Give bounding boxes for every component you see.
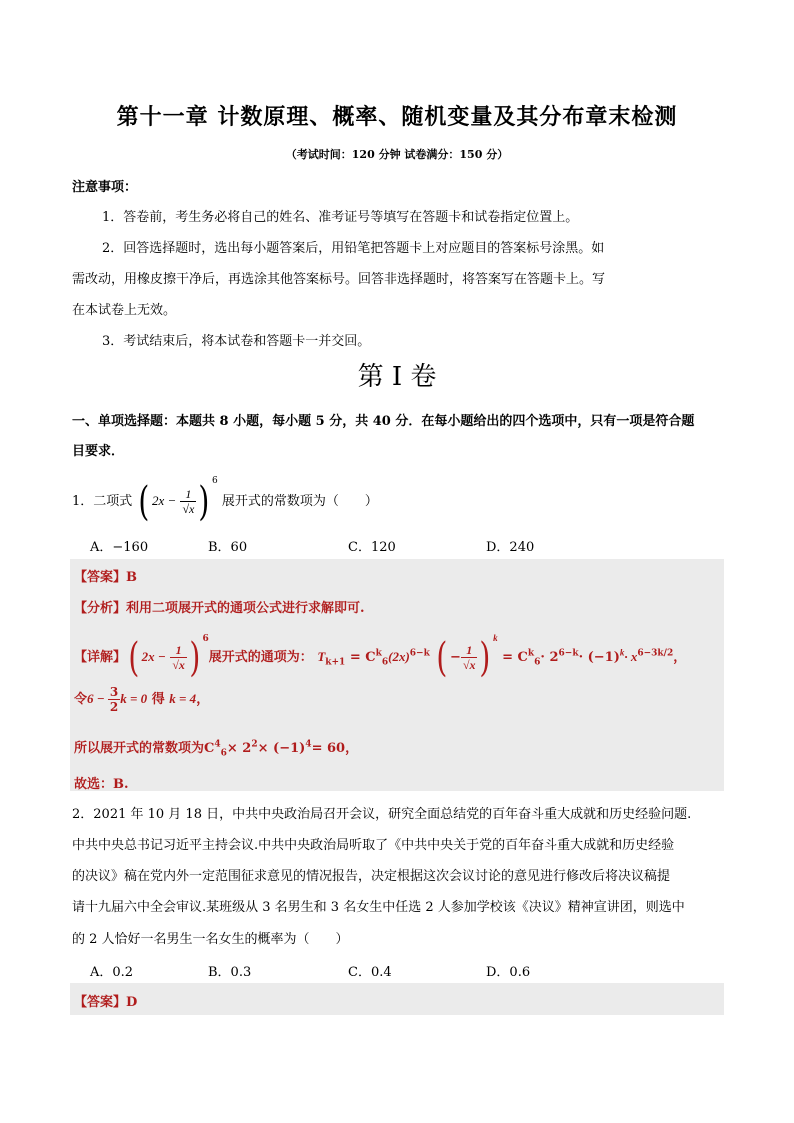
question-1-exponent: 6 (212, 476, 218, 486)
fraction-numerator: 1 (461, 643, 478, 658)
question-1-option-c: C．120 (348, 540, 396, 555)
question-1-option-b: B．60 (208, 540, 248, 555)
right-paren: ) (189, 634, 201, 681)
notice-item-2-line-2: 需改动，用橡皮擦干净后，再选涂其他答案标号。回答非选择题时，将答案写在答题卡上。写 (72, 272, 606, 287)
question-2-option-b: B．0.3 (208, 965, 252, 980)
left-paren: ( (436, 634, 448, 681)
let-expr: 6 − (87, 691, 108, 706)
constant-end: ， (345, 741, 359, 756)
fraction-denominator: √x (182, 502, 195, 516)
general-term-index: k+1 (325, 657, 346, 668)
let-prefix: 令 (74, 692, 88, 707)
question-1-fraction (180, 487, 196, 516)
constant-sub: 6 (220, 748, 227, 759)
notice-item-2-line-1: 2．回答选择题时，选出每小题答案后，用铅笔把答题卡上对应题目的答案标号涂黑。如 (102, 241, 605, 256)
question-1-constant-line (74, 737, 358, 759)
power-k: k (493, 633, 498, 643)
fraction-numerator: 1 (180, 487, 196, 502)
detail-expr-left: 2x − (141, 649, 166, 664)
constant-sup: 4 (214, 739, 221, 750)
question-2-line-3: 的决议》稿在党内外一定范围征求意见的情况报告，决定根据这次会议讨论的意见进行修改后将决议稿提 (72, 869, 671, 884)
question-2-option-d: D．0.6 (486, 965, 531, 980)
question-2-option-a: A．0.2 (90, 965, 134, 980)
solution-box-2 (70, 983, 724, 1015)
fraction-denominator: √x (462, 658, 476, 672)
notice-item-3: 3．考试结束后，将本试卷和答题卡一并交回。 (102, 334, 371, 349)
question-2-option-c: C．0.4 (348, 965, 392, 980)
constant-4: 4 (305, 739, 312, 750)
constant-rest-2: × (−1) (257, 741, 306, 756)
detail-label: 【详解】 (74, 650, 127, 665)
question-1-option-a: A．−160 (90, 540, 149, 555)
detail-eq-2-tail: · (−1) (578, 650, 620, 665)
left-paren: ( (128, 634, 140, 681)
question-2-line-4: 请十九届六中全会审议.某班级从 3 名男生和 3 名女生中任选 2 人参加学校该《决议》精神宣讲团，则选中 (72, 900, 685, 915)
detail-eq-1-exp: 6−k (409, 648, 430, 659)
question-1-choose: 故选：B. (74, 777, 129, 792)
detail-eq-2: = C (502, 650, 528, 665)
let-end: ， (196, 692, 210, 707)
constant-rest: × 2 (226, 741, 252, 756)
fraction-denominator: √x (172, 658, 185, 672)
right-paren: ) (198, 478, 210, 525)
detail-eq-2-k: k (619, 647, 625, 658)
detail-exponent: 6 (202, 634, 209, 644)
part1-heading-line-2: 目要求． (72, 444, 125, 459)
question-1-option-d: D．240 (486, 540, 535, 555)
notice-heading: 注意事项： (72, 180, 138, 195)
question-2-line-1: 2．2021 年 10 月 18 日，中共中央政治局召开会议，研究全面总结党的百年奋斗重大成就和历史经验问题. (72, 807, 692, 822)
question-1-analysis: 【分析】利用二项展开式的通项公式进行求解即可. (74, 601, 365, 616)
detail-eq-1: = C (349, 650, 376, 665)
left-paren: ( (138, 478, 150, 525)
comb-sup-1: k (375, 648, 382, 659)
question-2-line-5: 的 2 人恰好一名男生一名女生的概率为（ ） (72, 932, 349, 947)
question-2-answer: 【答案】D (74, 995, 138, 1010)
minus-sign: − (449, 650, 461, 665)
question-1-prefix: 1．二项式 (72, 494, 133, 509)
question-1-detail (74, 633, 687, 681)
comb-sub-2: 6 (534, 657, 541, 668)
constant-text: 所以展开式的常数项为C (74, 741, 215, 756)
detail-eq-2-xexp: 6−3k/2 (637, 648, 674, 659)
notice-item-2-line-3: 在本试卷上无效。 (72, 303, 177, 318)
question-1-suffix: 展开式的常数项为（ ） (221, 494, 378, 509)
notice-item-1: 1．答卷前，考生务必将自己的姓名、准考证号等填写在答题卡和试卷指定位置上。 (102, 210, 579, 225)
let-fraction (108, 685, 120, 714)
detail-mid-text: 展开式的通项为： (208, 650, 313, 665)
comb-sup-2: k (527, 648, 535, 659)
comb-sub-1: 6 (381, 657, 389, 668)
section-title: 第 I 卷 (357, 362, 437, 392)
let-k: k = 4 (169, 691, 197, 706)
part1-heading-line-1: 一、单项选择题：本题共 8 小题，每小题 5 分，共 40 分．在每小题给出的四个选项中，只有一项是符合题 (72, 414, 695, 429)
solution-box-1 (70, 559, 724, 791)
detail-eq-1-rest: (2x) (388, 649, 410, 664)
let-get: 得 (151, 692, 165, 707)
detail-eq-2-rest: · 2 (540, 650, 559, 665)
exam-info: （考试时间：120 分钟 试卷满分：150 分） (285, 148, 509, 161)
fraction-denominator: 2 (109, 700, 119, 714)
detail-eq-2-exp: 6−k (558, 648, 579, 659)
page-title: 第十一章 计数原理、概率、随机变量及其分布章末检测 (116, 105, 678, 130)
fraction-numerator: 3 (109, 685, 119, 699)
constant-value: = 60 (311, 741, 346, 756)
constant-2exp: 2 (251, 739, 258, 750)
question-1-answer: 【答案】B (74, 570, 137, 585)
question-1-expr-left: 2x − (152, 493, 177, 508)
general-term: T (317, 649, 326, 664)
right-paren: ) (479, 634, 491, 681)
detail-fraction-2 (461, 643, 478, 672)
detail-end: ， (673, 650, 687, 665)
detail-eq-2-x: · x (624, 649, 638, 664)
question-2-line-2: 中共中央总书记习近平主持会议.中共中央政治局听取了《中共中央关于党的百年奋斗重大成就和历史经验 (72, 838, 675, 853)
let-rest: k = 0 (120, 691, 148, 706)
fraction-numerator: 1 (170, 643, 187, 658)
question-1-stem (72, 476, 378, 525)
question-1-let-line (74, 685, 209, 714)
detail-fraction (170, 643, 187, 672)
